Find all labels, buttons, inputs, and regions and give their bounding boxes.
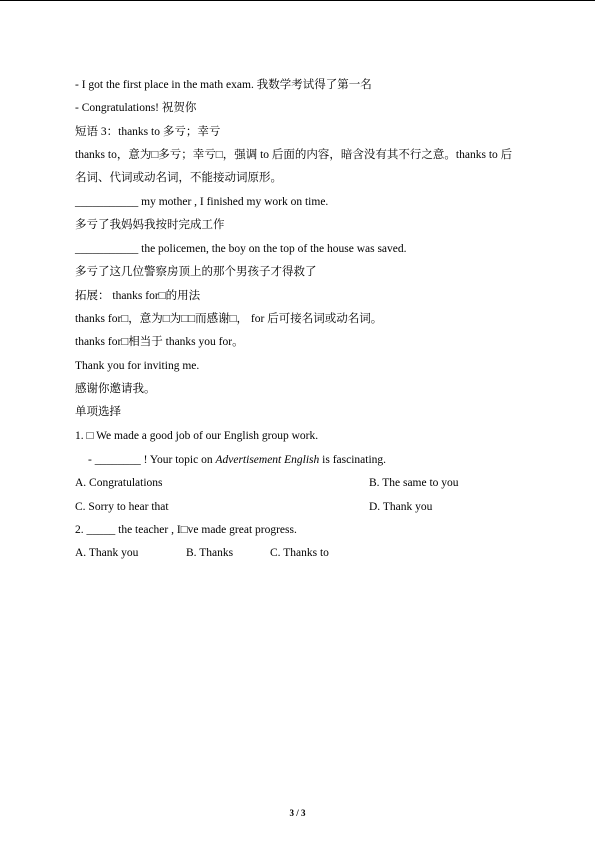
example-1-zh: 多亏了我妈妈我按时完成工作 [75, 219, 225, 231]
question-1-reply-italic: Advertisement English [215, 454, 320, 466]
question-1-reply-end: is fascinating. [319, 454, 387, 466]
question-1-option-c: C. Sorry to hear that [75, 501, 169, 513]
example-3-zh: 感谢你邀请我。 [75, 383, 156, 395]
exercise-heading: 单项选择 [75, 406, 121, 418]
question-1-option-d: D. Thank you [369, 501, 433, 513]
question-2-option-a: A. Thank you [75, 547, 139, 559]
explanation-line-1: thanks to，意为□多亏；幸亏□，强调 to 后面的内容，暗含没有其不行之意。thanks to 后 [75, 149, 513, 161]
question-1-stem: 1. □ We made a good job of our English group work. [75, 430, 319, 442]
question-2-option-b: B. Thanks [186, 547, 234, 559]
top-rule [0, 0, 595, 1]
dialogue-line-2: - Congratulations! 祝贺你 [75, 102, 197, 114]
extension-explanation: thanks for□，意为□为□□而感谢□， for 后可接名词或动名词。 [75, 313, 383, 325]
question-1-option-b: B. The same to you [369, 477, 459, 489]
question-1-option-a: A. Congratulations [75, 477, 163, 489]
extension-note: thanks for□相当于 thanks you for。 [75, 336, 244, 348]
explanation-line-2: 名词、代词或动名词，不能接动词原形。 [75, 172, 282, 184]
example-1-en: ___________ my mother , I finished my work on time. [75, 196, 329, 208]
page-number: 3 / 3 [289, 808, 306, 818]
dialogue-line-1: - I got the first place in the math exam. 我数学考试得了第一名 [75, 79, 372, 91]
example-2-en: ___________ the policemen, the boy on the top of the house was saved. [75, 243, 407, 255]
phrase-heading: 短语 3：thanks to 多亏；幸亏 [75, 126, 221, 138]
question-1-reply-start: - ________ ! Your topic on [88, 454, 216, 466]
example-2-zh: 多亏了这几位警察房顶上的那个男孩子才得救了 [75, 266, 317, 278]
question-2-option-c: C. Thanks to [270, 547, 329, 559]
example-3-en: Thank you for inviting me. [75, 360, 200, 372]
extension-heading: 拓展： thanks for□的用法 [75, 290, 201, 302]
question-1-reply [88, 453, 386, 467]
question-2-stem: 2. _____ the teacher , I□ve made great progress. [75, 524, 297, 536]
